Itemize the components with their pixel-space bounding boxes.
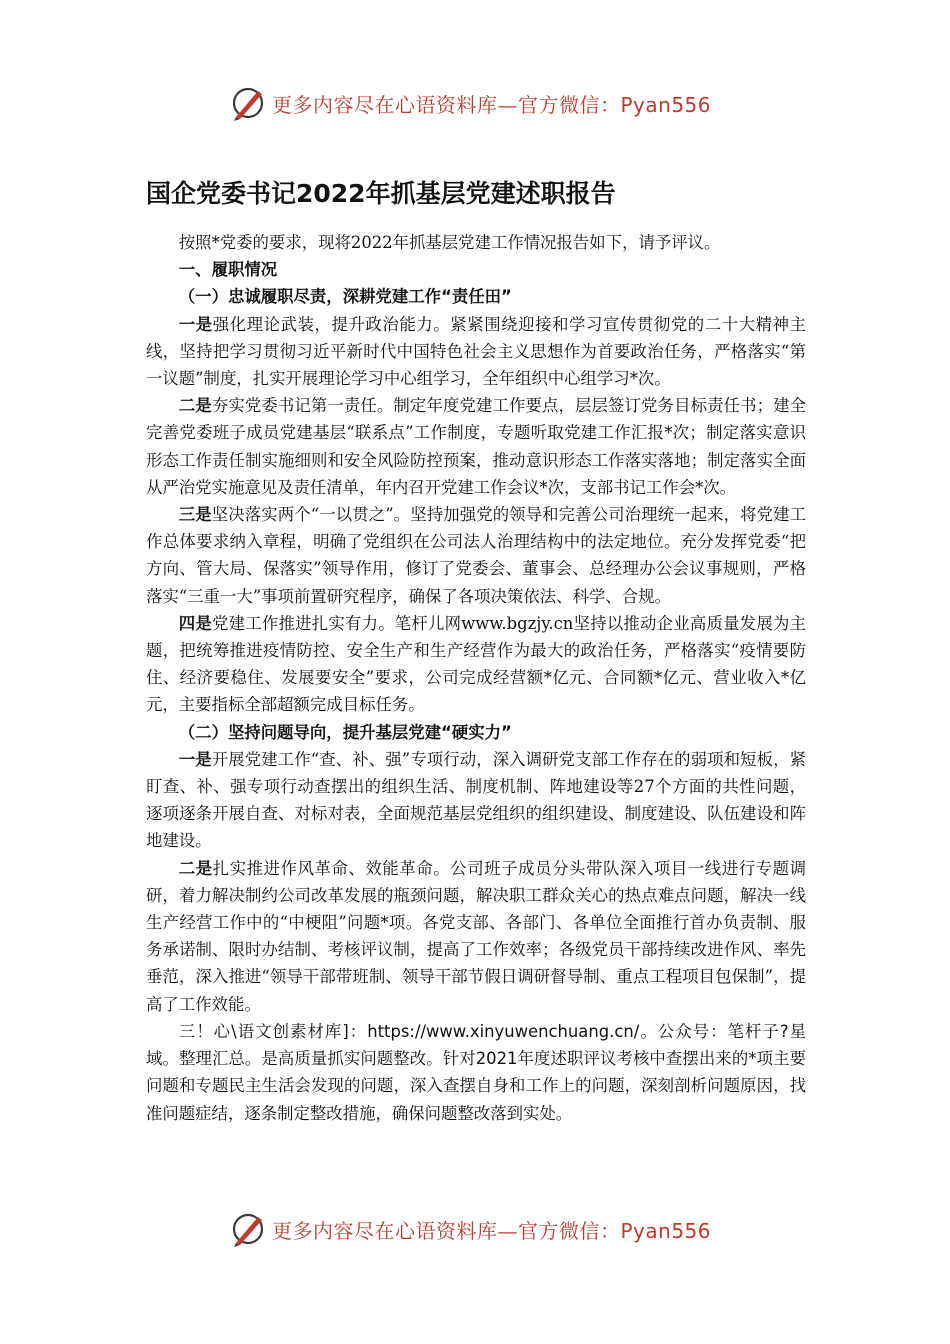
item-lead: 三是 (178, 505, 212, 525)
banner-wechat-id: Pyan556 (620, 92, 712, 117)
list-item (146, 610, 806, 719)
document-body (146, 229, 806, 1127)
item-lead: 二是 (178, 396, 212, 416)
list-item (146, 501, 806, 610)
intro-paragraph: 按照*党委的要求，现将2022年抓基层党建工作情况报告如下，请予评议。 (178, 233, 721, 252)
item-text: 强化理论武装，提升政治能力。紧紧围绕迎接和学习宣传贯彻党的二十大精神主线，坚持把学习贯彻习近平新时代中国特色社会主义思想作为首要政治任务，严格落实“第一议题”制度，扎实开展理论学习中心组学习，全年组织中心组学习*次。 (146, 314, 807, 389)
list-item (146, 746, 806, 855)
list-item (146, 855, 806, 1018)
banner-text (272, 1215, 711, 1244)
list-item (146, 392, 806, 501)
pen-circle-logo-icon (228, 1209, 268, 1249)
closing-paragraph: 三！心\语文创素材库]：https://www.xinyuwenchuang.cn/。公众号：笔杆子?星域。整理汇总。是高质量抓实问题整改。针对2021年度述职评议考核中查摆出来的*项主要问题和专题民主生活会发现的问题，深入查摆自身和工作上的问题，深刻剖析问题原因，找准问题症结，逐条制定整改措施，确保问题整改落到实处。 (146, 1021, 806, 1123)
list-item (146, 311, 806, 393)
item-lead: 四是 (178, 613, 213, 633)
banner-text (272, 89, 711, 118)
subsection-heading-1: （一）忠诚履职尽责，深耕党建工作“责任田” (178, 287, 512, 307)
banner-label: 更多内容尽在心语资料库—官方微信： (272, 92, 621, 117)
item-lead: 二是 (178, 858, 213, 878)
item-lead: 一是 (178, 749, 212, 769)
section-heading-performance: 一、履职情况 (178, 260, 278, 280)
banner-label: 更多内容尽在心语资料库—官方微信： (272, 1218, 621, 1243)
item-text: 党建工作推进扎实有力。笔杆儿网www.bgzjy.cn坚持以推动企业高质量发展为主题，把统筹推进疫情防控、安全生产和生产经营作为最大的政治任务，严格落实“疫情要防住、经济要稳住、发展要安全”要求，公司完成经营额*亿元、合同额*亿元、营业收入*亿元，主要指标全部超额完成目标任务。 (146, 613, 806, 715)
footer-banner (228, 1206, 748, 1252)
item-text: 开展党建工作“查、补、强”专项行动，深入调研党支部工作存在的弱项和短板，紧盯查、补、强专项行动查摆出的组织生活、制度机制、阵地建设等27个方面的共性问题，逐项逐条开展自查、对标对表，全面规范基层党组织的组织建设、制度建设、队伍建设和阵地建设。 (146, 749, 807, 851)
subsection-heading-2: （二）坚持问题导向，提升基层党建“硬实力” (178, 722, 512, 742)
document-title: 国企党委书记2022年抓基层党建述职报告 (146, 179, 616, 208)
item-text: 夯实党委书记第一责任。制定年度党建工作要点，层层签订党务目标责任书；建全完善党委班子成员党建基层“联系点”工作制度，专题听取党建工作汇报*次；制定落实意识形态工作责任制实施细则和安全风险防控预案，推动意识形态工作落实落地；制定落实全面从严治党实施意见及责任清单，年内召开党建工作会议*次，支部书记工作会*次。 (146, 396, 807, 497)
banner-wechat-id: Pyan556 (620, 1218, 712, 1243)
item-lead: 一是 (178, 314, 213, 334)
header-banner (228, 80, 748, 126)
item-text: 坚决落实两个“一以贯之”。坚持加强党的领导和完善公司治理统一起来，将党建工作总体要求纳入章程，明确了党组织在公司法人治理结构中的法定地位。充分发挥党委“把方向、管大局、保落实”领导作用，修订了党委会、董事会、总经理办公会议事规则，严格落实“三重一大”事项前置研究程序，确保了各项决策依法、科学、合规。 (146, 505, 807, 606)
item-text: 扎实推进作风革命、效能革命。公司班子成员分头带队深入项目一线进行专题调研，着力解决制约公司改革发展的瓶颈问题，解决职工群众关心的热点难点问题，解决一线生产经营工作中的“中梗阻”问题*项。各党支部、各部门、各单位全面推行首办负责制、服务承诺制、限时办结制、考核评议制，提高了工作效率；各级党员干部持续改进作风、率先垂范，深入推进“领导干部带班制、领导干部节假日调研督导制、重点工程项目包保制”，提高了工作效能。 (146, 858, 807, 1014)
pen-circle-logo-icon (228, 83, 268, 123)
